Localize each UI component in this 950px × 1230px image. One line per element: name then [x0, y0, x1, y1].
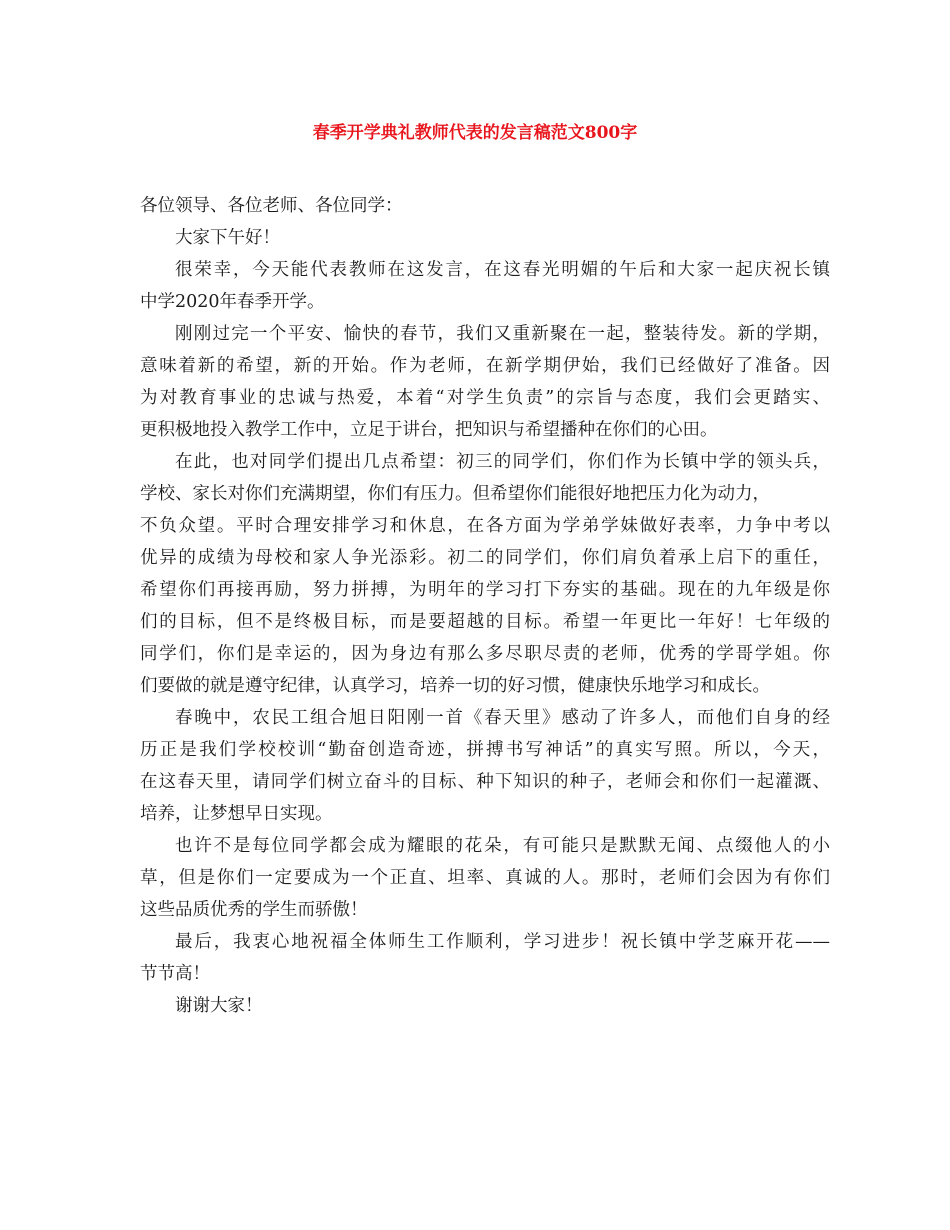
text-line: 培养，让梦想早日实现。: [140, 804, 333, 824]
text-line: 谢谢大家！: [175, 996, 263, 1016]
text-line: 大家下午好！: [175, 228, 280, 248]
text-line: 不负众望。平时合理安排学习和休息，在各方面为学弟学妹做好表率，力争中考以: [140, 516, 830, 536]
text-line: 同学们，你们是幸运的，因为身边有那么多尽职尽责的老师，优秀的学哥学姐。你: [140, 644, 830, 664]
text-line: 在这春天里，请同学们树立奋斗的目标、种下知识的种子，老师会和你们一起灌溉、: [140, 772, 830, 792]
text-line: 刚刚过完一个平安、愉快的春节，我们又重新聚在一起，整装待发。新的学期，: [175, 324, 830, 344]
text-line: 中学2020年春季开学。: [140, 292, 325, 312]
text-line: 学校、家长对你们充满期望，你们有压力。但希望你们能很好地把压力化为动力，: [140, 484, 770, 504]
text-line: 节节高！: [140, 964, 210, 984]
text-line: 为对教育事业的忠诚与热爱，本着“对学生负责”的宗旨与态度，我们会更踏实、: [140, 388, 830, 408]
document-title: 春季开学典礼教师代表的发言稿范文800字: [312, 123, 638, 143]
text-line: 意味着新的希望，新的开始。作为老师，在新学期伊始，我们已经做好了准备。因: [140, 356, 830, 376]
document-body: [140, 190, 830, 1022]
text-line: 也许不是每位同学都会成为耀眼的花朵，有可能只是默默无闻、点缀他人的小: [175, 836, 830, 856]
text-line: 最后，我衷心地祝福全体师生工作顺利，学习进步！祝长镇中学芝麻开花——: [175, 932, 830, 952]
text-line: 很荣幸，今天能代表教师在这发言，在这春光明媚的午后和大家一起庆祝长镇: [175, 260, 830, 280]
text-line: 希望你们再接再励，努力拼搏，为明年的学习打下夯实的基础。现在的九年级是你: [140, 580, 830, 600]
text-line: 历正是我们学校校训“勤奋创造奇迹，拼搏书写神话”的真实写照。所以，今天，: [140, 740, 830, 760]
text-line: 们的目标，但不是终极目标，而是要超越的目标。希望一年更比一年好！七年级的: [140, 612, 830, 632]
text-line: 这些品质优秀的学生而骄傲！: [140, 900, 368, 920]
salutation-line: 各位领导、各位老师、各位同学：: [140, 196, 403, 216]
text-line: 草，但是你们一定要成为一个正直、坦率、真诚的人。那时，老师们会因为有你们: [140, 868, 830, 888]
text-line: 们要做的就是遵守纪律，认真学习，培养一切的好习惯，健康快乐地学习和成长。: [140, 676, 770, 696]
text-line: 更积极地投入教学工作中，立足于讲台，把知识与希望播种在你们的心田。: [140, 420, 718, 440]
text-line: 春晚中，农民工组合旭日阳刚一首《春天里》感动了许多人，而他们自身的经: [175, 708, 830, 728]
text-line: 在此，也对同学们提出几点希望：初三的同学们，你们作为长镇中学的领头兵，: [175, 452, 830, 472]
text-line: 优异的成绩为母校和家人争光添彩。初二的同学们，你们肩负着承上启下的重任，: [140, 548, 830, 568]
paragraph-lines: [140, 222, 830, 1022]
